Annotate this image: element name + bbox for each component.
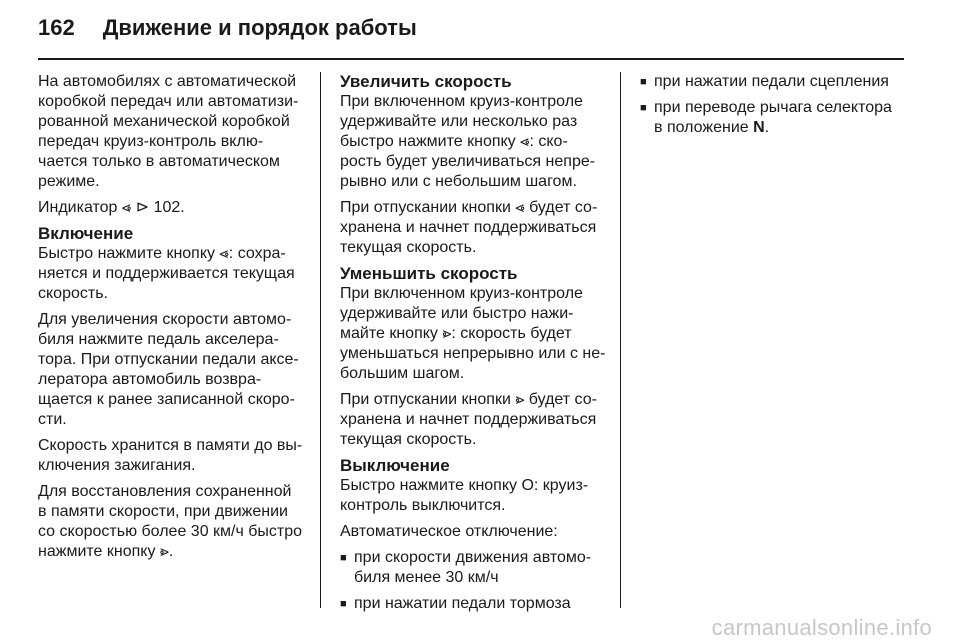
list-item: ■ при нажатии педали тормоза: [340, 595, 571, 612]
column-1: [38, 72, 306, 568]
bullet-icon: ■: [340, 598, 347, 610]
paragraph-increase: При включенном круиз-контроле удерживайте или несколько раз быстро нажмите кнопку ⩹: ско- рость будет увеличиваться непре- рывно или с небольшим шагом.: [340, 93, 596, 190]
paragraph-intro: На автомобилях с автоматической коробкой передач или автоматизи- рованной механической коробкой передач круиз-контроль вклю- чается только в автоматическом режиме.: [38, 73, 299, 190]
paragraph-off: Быстро нажмите кнопку O: круиз- контроль выключится.: [340, 477, 589, 514]
bullet-icon: ■: [640, 76, 647, 88]
bullet-icon: ■: [340, 552, 347, 564]
heading-decrease: Уменьшить скорость: [340, 264, 518, 283]
paragraph-memory: Скорость хранится в памяти до вы- ключения зажигания.: [38, 437, 303, 474]
indicator-reference: Индикатор ⩹ ⊳ 102.: [38, 199, 185, 216]
list-item: ■ при переводе рычага селектора в положение N.: [640, 99, 892, 136]
column-divider: [620, 72, 621, 608]
heading-increase: Увеличить скорость: [340, 72, 512, 91]
paragraph-auto-off: Автоматическое отключение:: [340, 523, 558, 540]
paragraph-accelerate: Для увеличения скорости автомо- биля нажмите педаль акселера- тора. При отпускании педали аксе- лератора автомобиль возвра- щается к ранее записанной скоро- сти.: [38, 311, 299, 428]
page-header: [38, 8, 417, 48]
list-item: ■ при нажатии педали сцепления: [640, 73, 889, 90]
heading-off: Выключение: [340, 456, 450, 475]
paragraph-decrease: При включенном круиз-контроле удерживайте или быстро нажи- майте кнопку ⩺: скорость будет уменьшаться непрерывно или с не- большим шагом.: [340, 285, 606, 382]
paragraph-decrease-release: При отпускании кнопки ⩺ будет со- хранена и начнет поддерживаться текущая скорость.: [340, 391, 597, 448]
header-rule: [38, 58, 904, 60]
watermark-link[interactable]: carmanualsonline.info: [711, 615, 932, 640]
column-divider: [320, 72, 321, 608]
list-item: ■ при скорости движения автомо- биля менее 30 км/ч: [340, 549, 592, 586]
column-2: [340, 72, 608, 620]
paragraph-on: Быстро нажмите кнопку ⩹: сохра- няется и поддерживается текущая скорость.: [38, 245, 295, 302]
page-title: Движение и порядок работы: [102, 15, 417, 40]
paragraph-increase-release: При отпускании кнопки ⩹ будет со- хранена и начнет поддерживаться текущая скорость.: [340, 199, 598, 256]
column-3: [640, 72, 908, 144]
page-number: 162: [38, 15, 75, 40]
gear-position: N: [753, 119, 765, 136]
paragraph-restore: Для восстановления сохраненной в памяти скорости, при движении со скоростью более 30 км/ч быстро нажмите кнопку ⩺.: [38, 483, 303, 560]
bullet-icon: ■: [640, 102, 647, 114]
heading-on: Включение: [38, 224, 134, 243]
